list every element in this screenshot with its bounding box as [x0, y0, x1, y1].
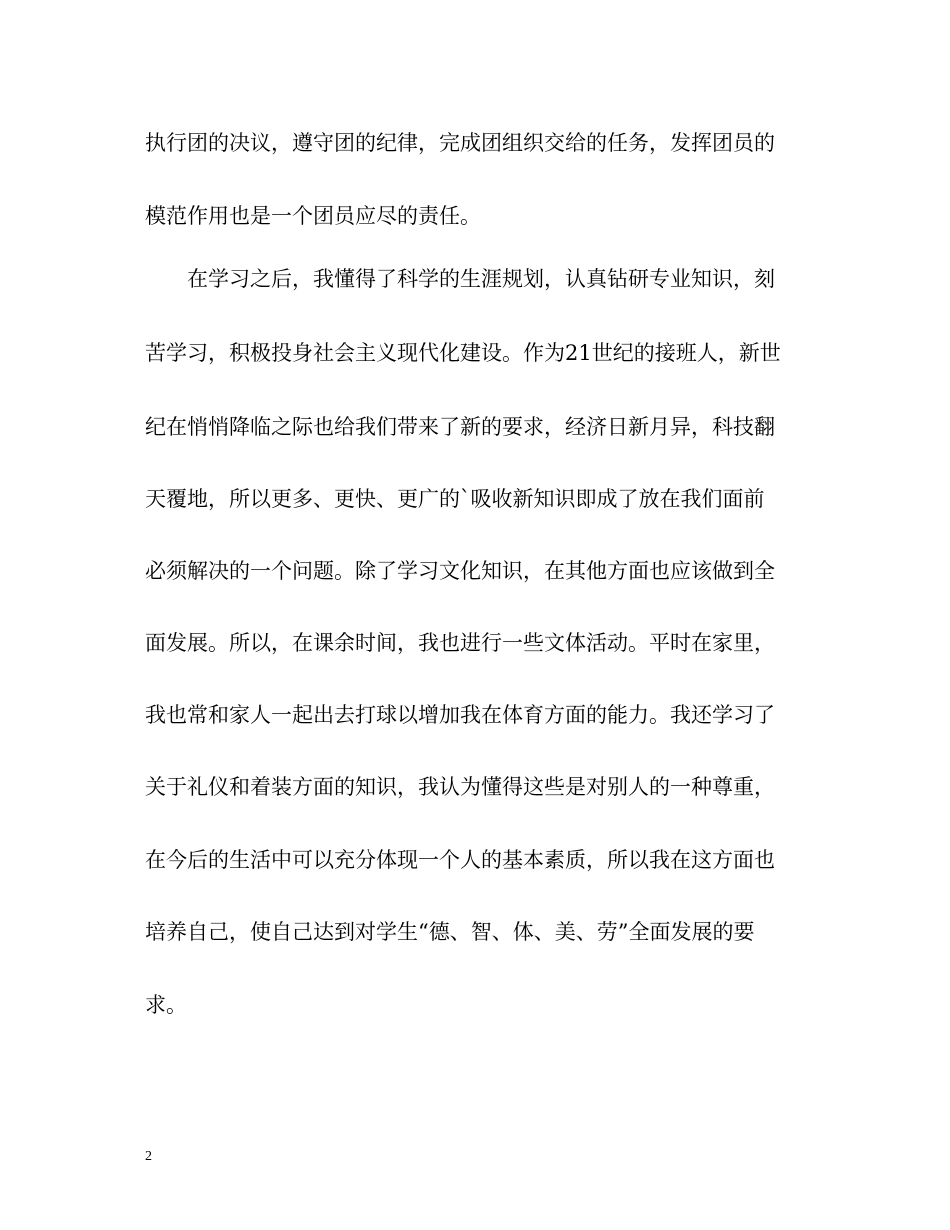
text-line-5: 纪在悄悄降临之际也给我们带来了新的要求，经济日新月异，科技翻	[145, 415, 775, 439]
text-line-2: 模范作用也是一个团员应尽的责任。	[145, 204, 481, 228]
text-line-1: 执行团的决议，遵守团的纪律，完成团组织交给的任务，发挥团员的	[145, 131, 775, 155]
text-line-11: 在今后的生活中可以充分体现一个人的基本素质，所以我在这方面也	[145, 848, 775, 872]
text-line-8: 面发展。所以，在课余时间，我也进行一些文体活动。平时在家里，	[145, 631, 775, 655]
text-line-4: 苦学习，积极投身社会主义现代化建设。作为21世纪的接班人，新世	[145, 341, 781, 365]
text-line-10: 关于礼仪和着装方面的知识，我认为懂得这些是对别人的一种尊重，	[145, 775, 775, 799]
text-line-3: 在学习之后，我懂得了科学的生涯规划，认真钻研专业知识，刻	[187, 267, 775, 291]
text-line-6: 天覆地，所以更多、更快、更广的`吸收新知识即成了放在我们面前	[145, 487, 765, 511]
text-line-13: 求。	[145, 993, 187, 1017]
page-number: 2	[145, 1149, 152, 1164]
text-line-9: 我也常和家人一起出去打球以增加我在体育方面的能力。我还学习了	[145, 703, 775, 727]
text-line-12: 培养自己，使自己达到对学生“德、智、体、美、劳”全面发展的要	[145, 920, 755, 944]
text-line-7: 必须解决的一个问题。除了学习文化知识，在其他方面也应该做到全	[145, 559, 775, 583]
